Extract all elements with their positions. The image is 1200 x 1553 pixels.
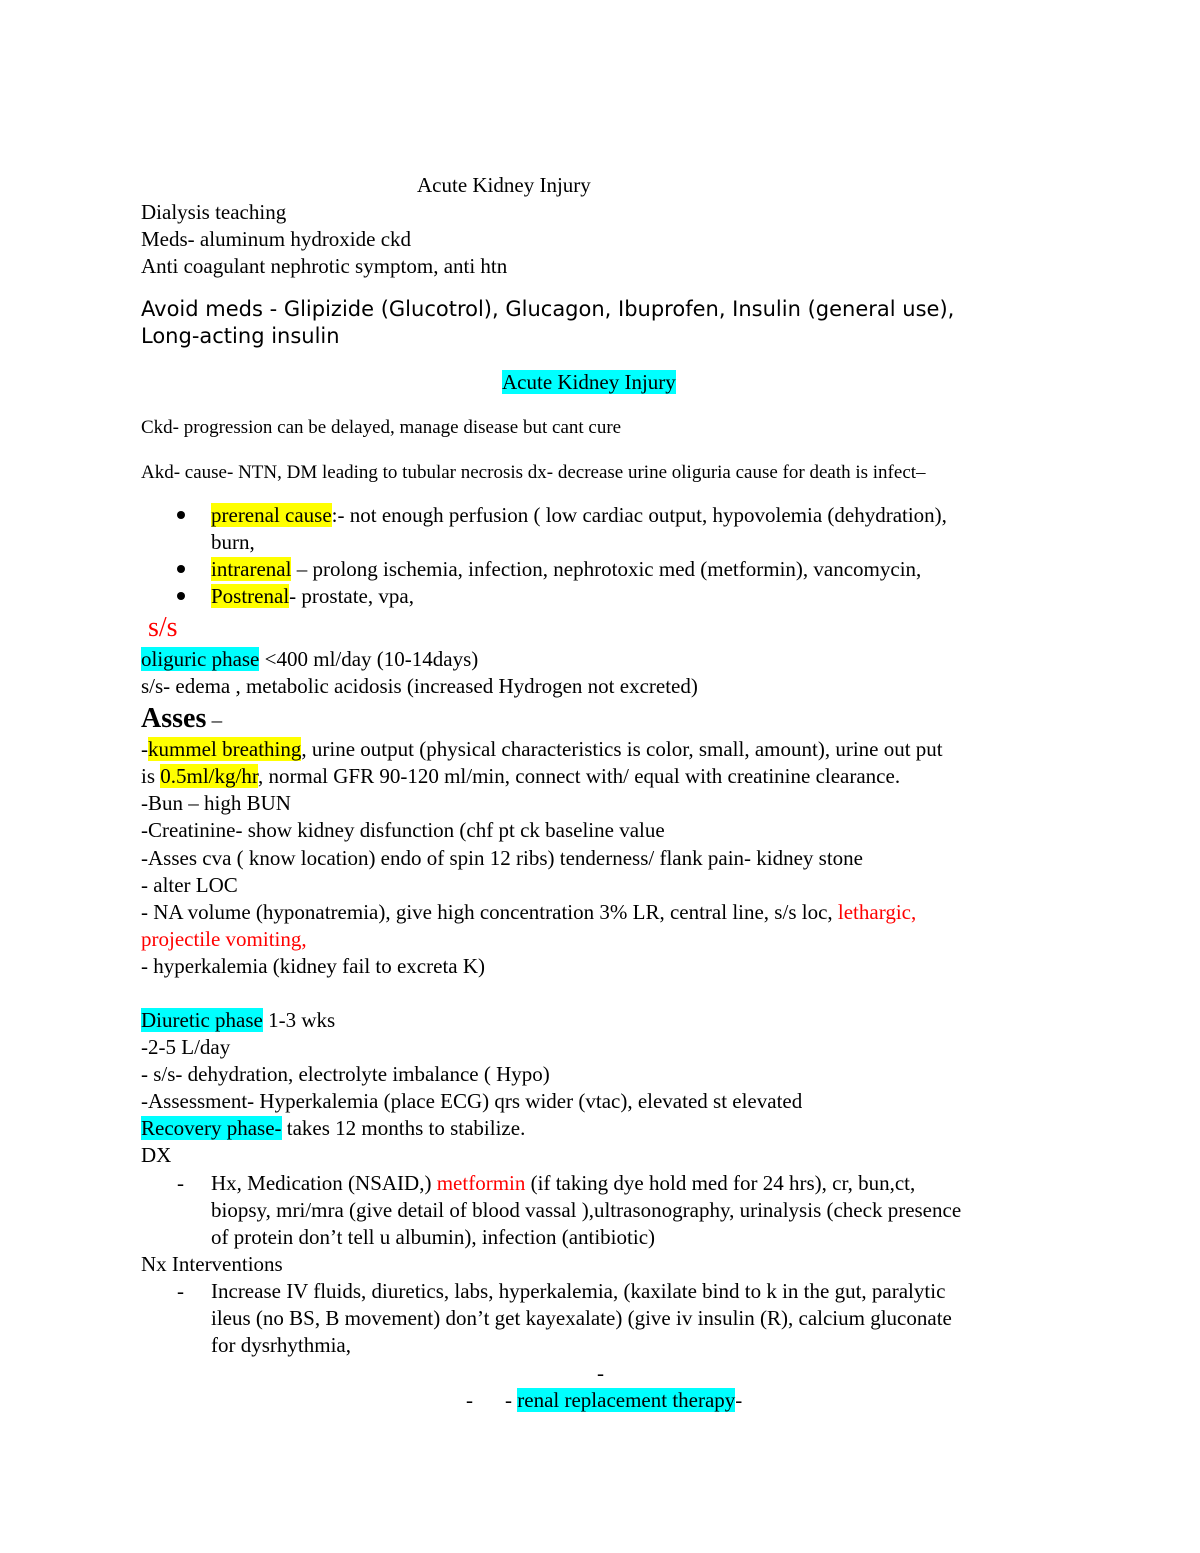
bullet-dot <box>177 565 185 573</box>
diuretic-line-2: - s/s- dehydration, electrolyte imbalance ( Hypo) <box>141 1062 550 1086</box>
intro-line-dialysis: Dialysis teaching <box>141 200 287 224</box>
nx-line-2: ileus (no BS, B movement) don’t get kayexalate) (give iv insulin (R), calcium gluconate <box>211 1306 952 1330</box>
section-heading: Acute Kidney Injury <box>502 370 676 394</box>
asses-kummel-line: -kummel breathing, urine output (physical characteristics is color, small, amount), urine out put <box>141 737 943 761</box>
cause-postrenal: Postrenal- prostate, vpa, <box>211 584 414 608</box>
diuretic-phase: Diuretic phase 1-3 wks <box>141 1008 336 1032</box>
bullet-dot <box>177 511 185 519</box>
asses-loc-line: - alter LOC <box>141 873 238 897</box>
nx-heading: Nx Interventions <box>141 1252 283 1276</box>
intro-line-meds: Meds- aluminum hydroxide ckd <box>141 227 412 251</box>
asses-na-line: - NA volume (hyponatremia), give high concentration 3% LR, central line, s/s loc, lethargic, <box>141 900 917 924</box>
dx-bullet: - <box>177 1171 184 1195</box>
recovery-phase: Recovery phase- takes 12 months to stabilize. <box>141 1116 526 1140</box>
footer-renal-therapy: - renal replacement therapy- <box>505 1388 743 1412</box>
dx-line-1: Hx, Medication (NSAID,) metformin (if taking dye hold med for 24 hrs), cr, bun,ct, <box>211 1171 916 1195</box>
akd-line: Akd- cause- NTN, DM leading to tubular necrosis dx- decrease urine oliguria cause for death is infect– <box>141 462 926 483</box>
cause-prerenal-cont: burn, <box>211 530 255 554</box>
cause-prerenal: prerenal cause:- not enough perfusion ( low cardiac output, hypovolemia (dehydration), <box>211 503 947 527</box>
dx-line-3: of protein don’t tell u albumin), infection (antibiotic) <box>211 1225 656 1249</box>
nx-bullet: - <box>177 1279 184 1303</box>
dx-line-2: biopsy, mri/mra (give detail of blood vassal ),ultrasonography, urinalysis (check presence <box>211 1198 962 1222</box>
asses-heading: Asses – <box>141 703 223 734</box>
footer-dash-left: - <box>466 1388 473 1412</box>
asses-urine-rate-line: is 0.5ml/kg/hr, normal GFR 90-120 ml/min, connect with/ equal with creatinine clearance. <box>141 764 901 788</box>
avoid-meds-line-2: Long-acting insulin <box>141 324 340 348</box>
intro-line-anticoagulant: Anti coagulant nephrotic symptom, anti htn <box>141 254 508 278</box>
bullet-dot <box>177 592 185 600</box>
asses-hyperkalemia-line: - hyperkalemia (kidney fail to excreta K) <box>141 954 486 978</box>
ss-edema-line: s/s- edema , metabolic acidosis (increased Hydrogen not excreted) <box>141 674 698 698</box>
avoid-meds-line-1: Avoid meds - Glipizide (Glucotrol), Glucagon, Ibuprofen, Insulin (general use), <box>141 297 955 321</box>
cause-intrarenal: intrarenal – prolong ischemia, infection, nephrotoxic med (metformin), vancomycin, <box>211 557 922 581</box>
asses-creatinine-line: -Creatinine- show kidney disfunction (chf pt ck baseline value <box>141 818 665 842</box>
ckd-line: Ckd- progression can be delayed, manage disease but cant cure <box>141 417 622 438</box>
document-title: Acute Kidney Injury <box>417 173 591 197</box>
asses-bun-line: -Bun – high BUN <box>141 791 291 815</box>
dx-heading: DX <box>141 1143 172 1167</box>
nx-line-1: Increase IV fluids, diuretics, labs, hyperkalemia, (kaxilate bind to k in the gut, paralytic <box>211 1279 946 1303</box>
asses-na-line-cont: projectile vomiting, <box>141 927 307 951</box>
ss-heading: s/s <box>148 612 178 643</box>
diuretic-line-3: -Assessment- Hyperkalemia (place ECG) qrs wider (vtac), elevated st elevated <box>141 1089 803 1113</box>
footer-dash-top: - <box>597 1361 604 1385</box>
diuretic-line-1: -2-5 L/day <box>141 1035 231 1059</box>
asses-cva-line: -Asses cva ( know location) endo of spin 12 ribs) tenderness/ flank pain- kidney stone <box>141 846 863 870</box>
oliguric-phase: oliguric phase <400 ml/day (10-14days) <box>141 647 479 671</box>
nx-line-3: for dysrhythmia, <box>211 1333 351 1357</box>
